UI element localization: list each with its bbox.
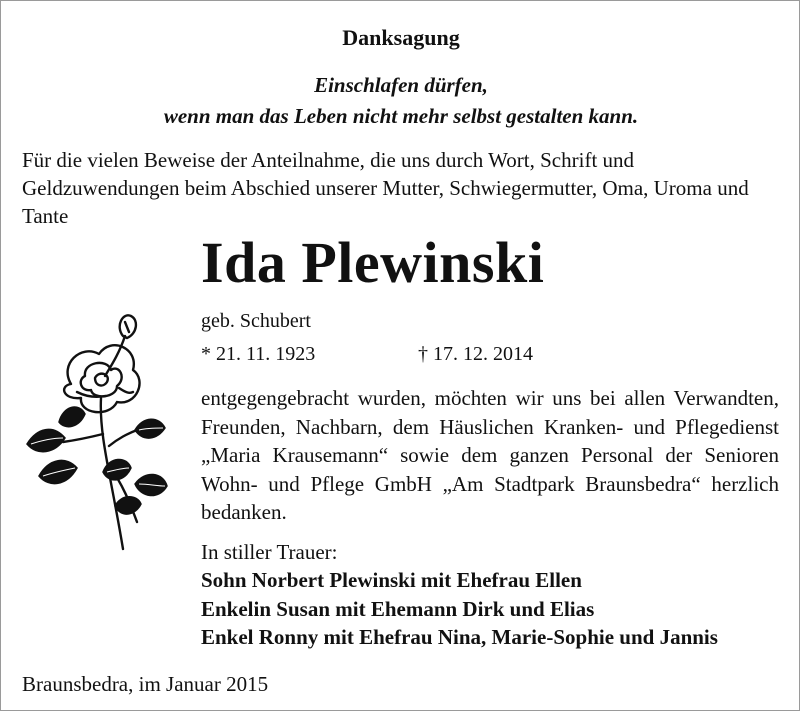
motto [1, 70, 800, 132]
death-date: † 17. 12. 2014 [418, 343, 533, 365]
rose-icon [19, 306, 179, 561]
life-dates [201, 343, 533, 366]
notice-heading: Danksagung [342, 25, 460, 50]
mourning-block [201, 538, 718, 652]
intro-text: Für die vielen Beweise der Anteilnahme, die uns durch Wort, Schrift und Geldzuwendungen beim Abschied unserer Mutter, Schwiegermutter, Oma, Uroma und Tante [22, 148, 749, 228]
motto-line-2: wenn man das Leben nicht mehr selbst gestalten kann. [163, 104, 639, 128]
place-date: Braunsbedra, im Januar 2015 [22, 672, 269, 696]
maiden-name: geb. Schubert [201, 310, 311, 332]
birth-date: * 21. 11. 1923 [201, 343, 316, 365]
family-line: Enkel Ronny mit Ehefrau Nina, Marie-Sophie und Jannis [201, 625, 718, 650]
deceased-name: Ida Plewinski [201, 230, 545, 295]
family-line: Enkelin Susan mit Ehemann Dirk und Elias [201, 596, 595, 621]
mourning-intro: In stiller Trauer: [201, 540, 338, 564]
family-line: Sohn Norbert Plewinski mit Ehefrau Ellen [201, 568, 582, 593]
thanks-text: entgegengebracht wurden, möchten wir uns bei allen Verwandten, Freunden, Nachbarn, dem Häuslichen Kranken- und Pflegedienst „Maria Krausemann“ sowie dem ganzen Personal der Senioren Wohn- und Pflege GmbH „Am Stadtpark Braunsbedra“ herzlich bedanken. [201, 386, 779, 525]
motto-line-1: Einschlafen dürfen, [314, 73, 488, 97]
